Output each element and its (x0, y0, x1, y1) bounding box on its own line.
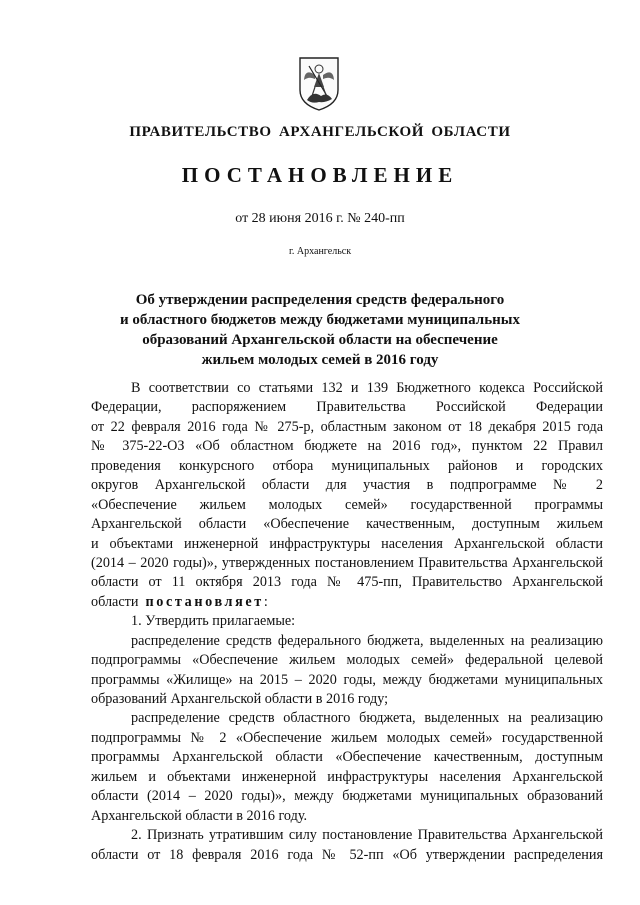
body-line: Архангельской области «Обеспечение качественным, доступным жильем (91, 516, 603, 533)
body-line-decree (91, 593, 603, 612)
subject-line: образований Архангельской области на обеспечение (142, 332, 498, 348)
subject-line: и областного бюджетов между бюджетами муниципальных (119, 312, 520, 328)
body-line: области (2014 – 2020 годы)», между бюджетами муниципальных образований (91, 788, 603, 805)
body-line: распределение средств областного бюджета, выделенных на реализацию (131, 710, 603, 727)
document-type-title: ПОСТАНОВЛЕНИЕ (181, 163, 459, 187)
body-line: программы Архангельской области «Обеспечение качественным, доступным (91, 749, 603, 766)
body-line: от 22 февраля 2016 года № 275-р, областным законом от 18 декабря 2015 года (91, 418, 603, 435)
document-subject (0, 290, 640, 370)
body-line: Федерации, распоряжением Правительства Российской Федерации (91, 399, 603, 416)
list-item-2: 2. Признать утратившим силу постановление Правительства Архангельской (131, 827, 603, 844)
government-title: ПРАВИТЕЛЬСТВО АРХАНГЕЛЬСКОЙ ОБЛАСТИ (129, 124, 511, 140)
body-line: «Обеспечение жильем молодых семей» государственной программы (91, 496, 603, 513)
subject-line: Об утверждении распределения средств федерального (135, 292, 505, 308)
body-line: округов Архангельской области для участия в подпрограмме № 2 (91, 477, 603, 494)
body-line: (2014 – 2020 годы)», утвержденных постановлением Правительства Архангельской (91, 554, 603, 571)
body-line: № 375-22-ОЗ «Об областном бюджете на 2016 год», пунктом 22 Правил (91, 438, 603, 455)
decree-prefix: области (91, 593, 139, 610)
body-line: В соответствии со статьями 132 и 139 Бюджетного кодекса Российской (131, 380, 603, 396)
document-city: г. Архангельск (288, 246, 352, 257)
body-line: области от 18 февраля 2016 года № 52-пп «Об утверждении распределения (91, 846, 603, 863)
document-body (91, 379, 603, 865)
body-line: Архангельской области в 2016 году. (91, 807, 308, 824)
document-date-number: от 28 июня 2016 г. № 240-пп (235, 211, 405, 226)
decree-word: постановляет (145, 593, 264, 610)
body-line: образований Архангельской области в 2016 году; (91, 691, 389, 707)
body-line: и объектами инженерной инфраструктуры населения Архангельской области (91, 535, 603, 552)
body-line: распределение средств федерального бюджета, выделенных на реализацию (131, 632, 603, 649)
body-line: области от 11 октября 2013 года № 475-пп, Правительство Архангельской (91, 574, 603, 591)
body-line: программы «Жилище» на 2015 – 2020 годы, между бюджетами муниципальных (91, 671, 603, 688)
body-line: проведения конкурсного отбора муниципальных районов и городских (91, 457, 603, 474)
body-line: подпрограммы № 2 «Обеспечение жильем молодых семей» государственной (91, 729, 603, 746)
coat-of-arms-emblem (297, 56, 341, 112)
body-line: жильем и объектами инженерной инфраструктуры населения Архангельской (91, 768, 603, 785)
body-line: подпрограммы «Обеспечение жильем молодых семей» федеральной целевой (91, 652, 603, 669)
decree-suffix: : (263, 593, 268, 610)
list-item-1: 1. Утвердить прилагаемые: (131, 613, 296, 630)
subject-line: жильем молодых семей в 2016 году (201, 352, 439, 368)
